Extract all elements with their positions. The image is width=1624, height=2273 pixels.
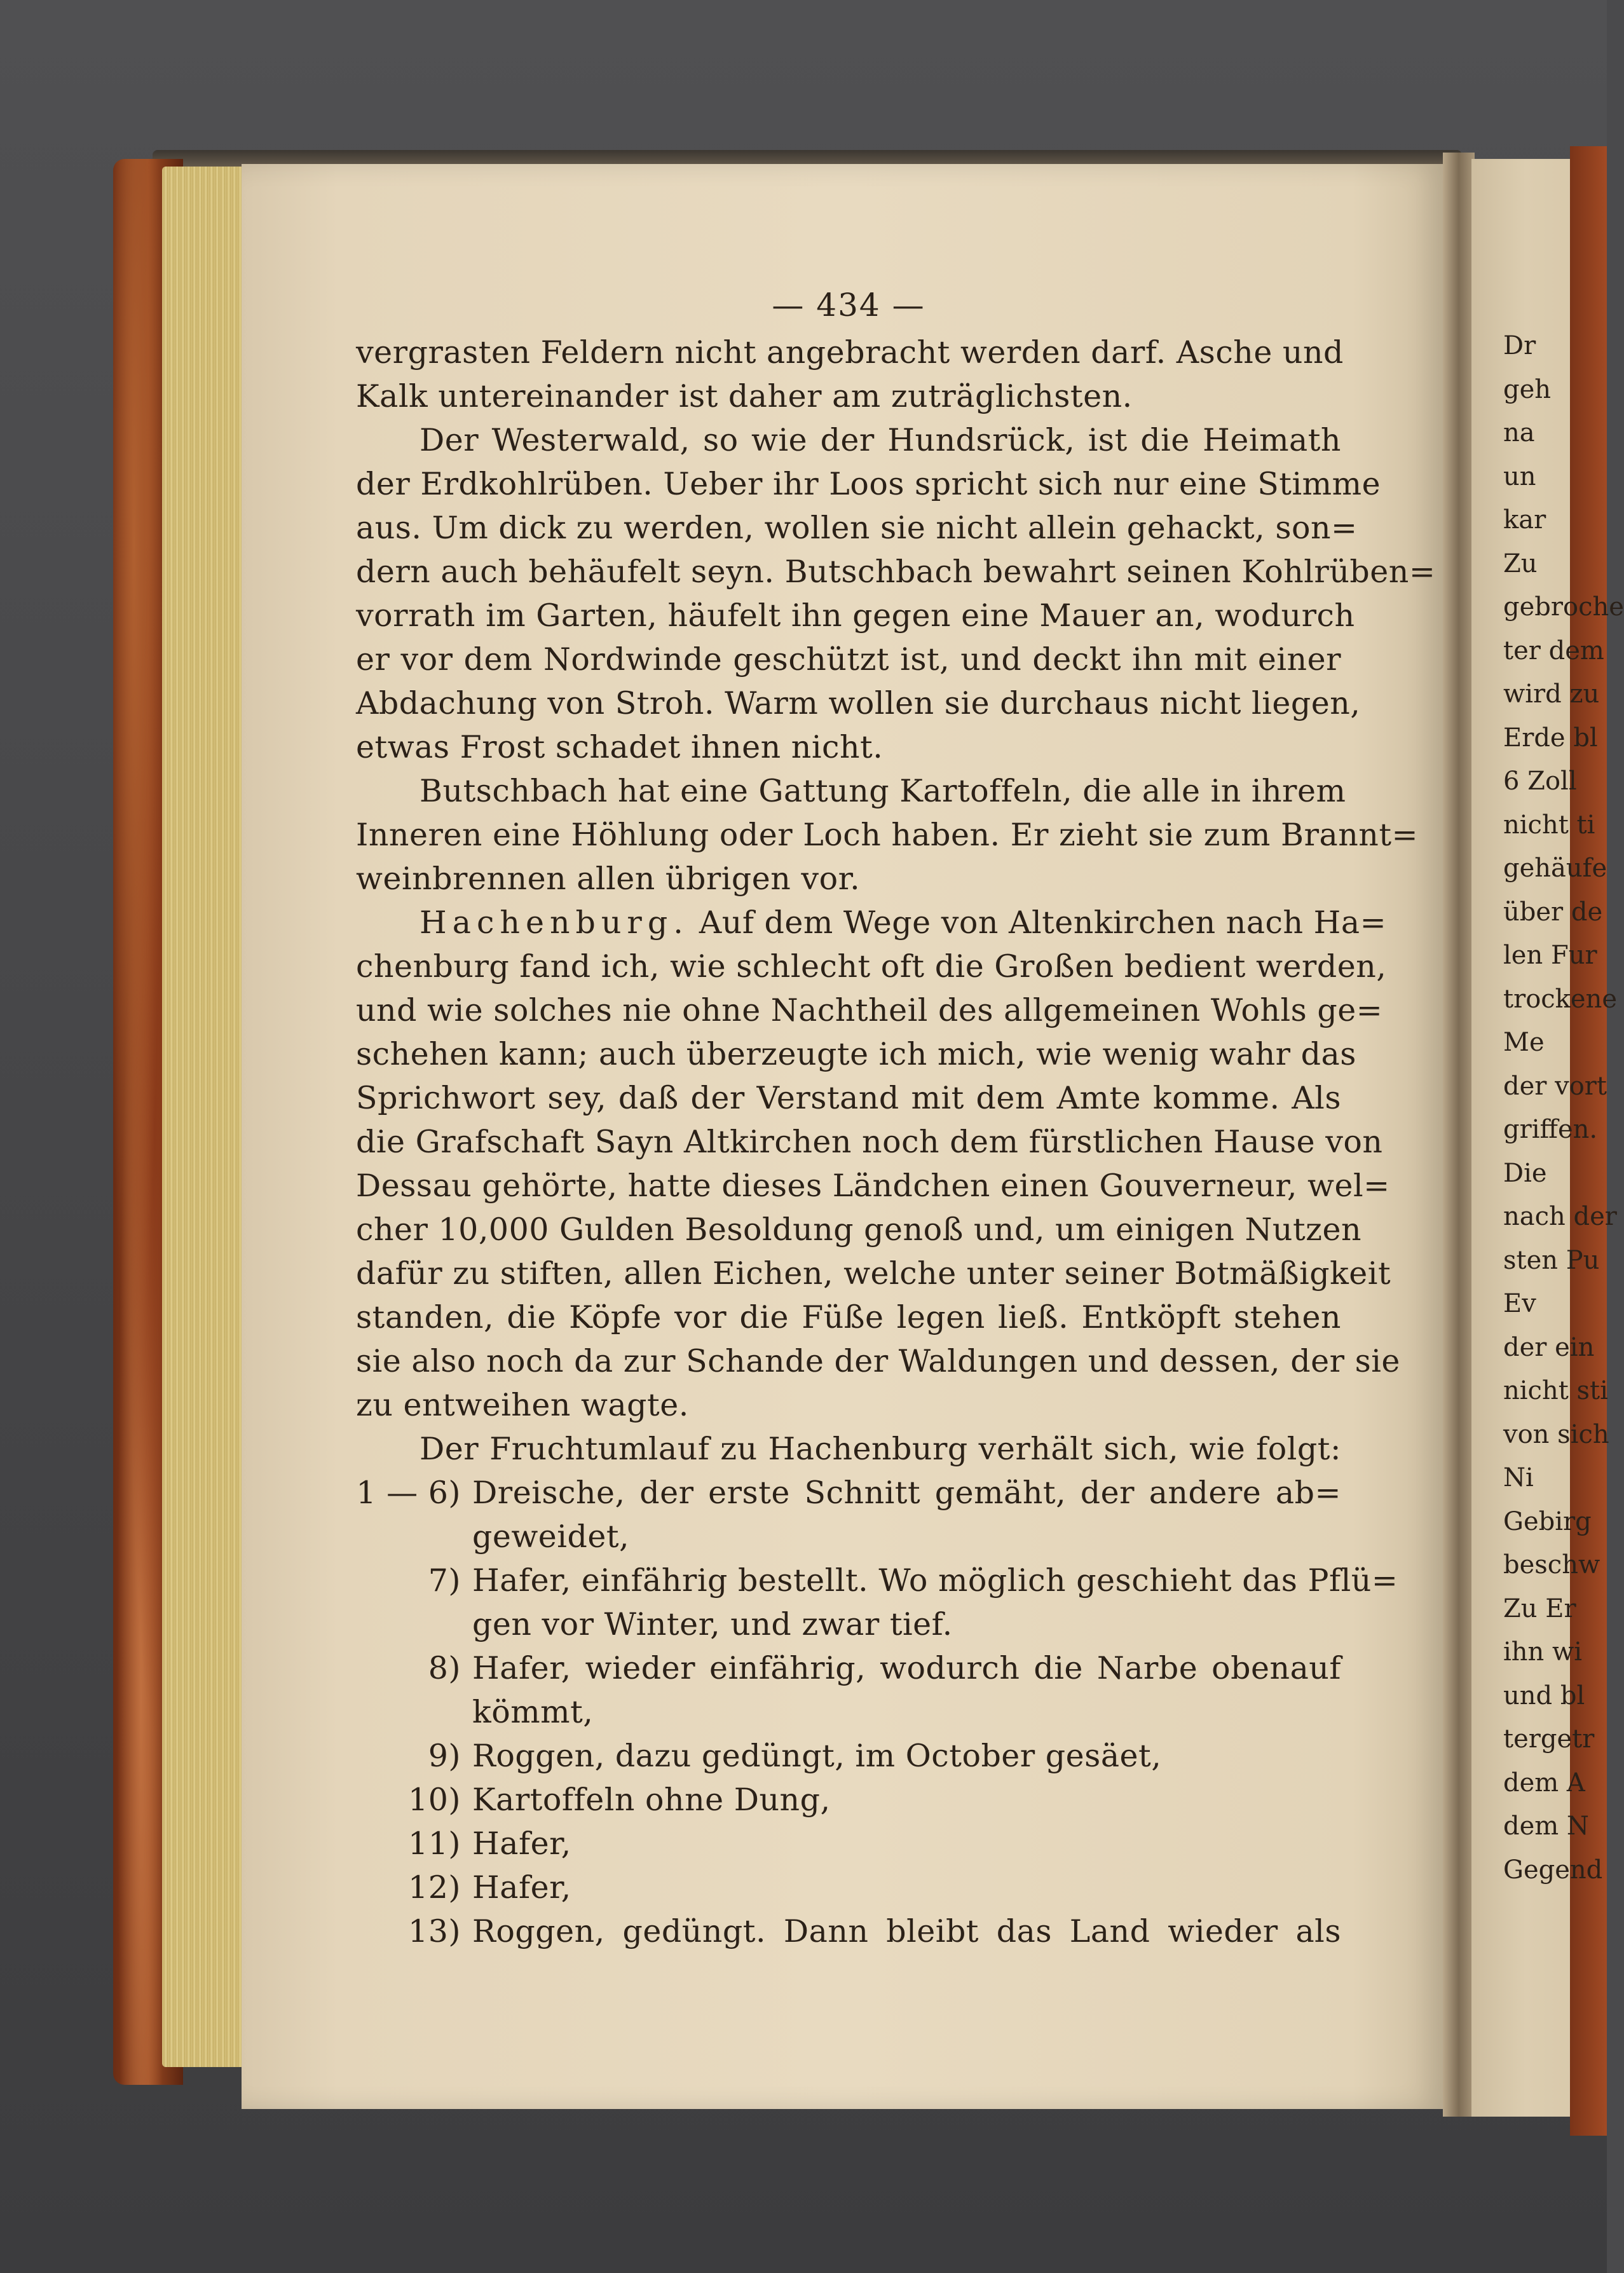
facing-text-fragment: über de: [1503, 897, 1603, 927]
list-item-number: 12): [408, 1869, 461, 1906]
facing-text-fragment: 6 Zoll: [1503, 767, 1577, 796]
facing-text-fragment: Die: [1503, 1158, 1547, 1188]
list-item: [356, 1734, 1341, 1778]
list-item: [356, 1909, 1341, 1953]
place-name: Hachenburg.: [420, 904, 689, 941]
text-line: Butschbach hat eine Gattung Kartoffeln, die alle in ihrem: [420, 773, 1346, 809]
facing-page-text: [1503, 324, 1624, 1892]
facing-text-fragment: Ev: [1503, 1289, 1536, 1318]
facing-text-fragment: der ein: [1503, 1332, 1595, 1362]
text-line: Der Fruchtumlauf zu Hachenburg verhält sich, wie folgt:: [420, 1431, 1341, 1467]
list-item-continuation: gen vor Winter, und zwar tief.: [472, 1606, 953, 1642]
text-line: Abdachung von Stroh. Warm wollen sie durchaus nicht liegen,: [356, 685, 1361, 721]
list-item-continuation: kömmt,: [472, 1694, 594, 1730]
facing-text-fragment: gehäufe: [1503, 854, 1607, 883]
facing-text-fragment: beschw: [1503, 1550, 1600, 1580]
facing-text-fragment: griffen.: [1503, 1115, 1598, 1144]
text-line: dern auch behäufelt seyn. Butschbach bewahrt seinen Kohlrüben=: [356, 554, 1436, 590]
facing-text-fragment: der vort: [1503, 1071, 1607, 1101]
text-line: chenburg fand ich, wie schlecht oft die Großen bedient werden,: [356, 948, 1387, 985]
list-item: [356, 1559, 1398, 1602]
facing-text-fragment: ter dem: [1503, 636, 1604, 666]
page-number: — 434 —: [772, 287, 925, 324]
gilt-page-edges: [162, 167, 245, 2067]
facing-text-fragment: Erde bl: [1503, 723, 1598, 753]
crop-rotation-list: [356, 1471, 1398, 1953]
text-line: schehen kann; auch überzeugte ich mich, wie wenig wahr das: [356, 1036, 1356, 1072]
facing-text-fragment: dem A: [1503, 1768, 1585, 1798]
facing-text-fragment: trockene: [1503, 984, 1618, 1014]
text-line: die Grafschaft Sayn Altkirchen noch dem fürstlichen Hause von: [356, 1124, 1383, 1160]
list-item-text: Hafer, wieder einfährig, wodurch die Narbe obenauf: [472, 1650, 1341, 1686]
list-item-number: 9): [428, 1738, 461, 1774]
body-paragraphs: [356, 331, 1436, 1471]
text-line: zu entweihen wagte.: [356, 1387, 689, 1423]
text-line: und wie solches nie ohne Nachtheil des allgemeinen Wohls ge=: [356, 992, 1383, 1028]
facing-text-fragment: ihn wi: [1503, 1637, 1583, 1667]
facing-text-fragment: nach der: [1503, 1202, 1617, 1231]
text-line: sie also noch da zur Schande der Waldungen und dessen, der sie: [356, 1343, 1400, 1379]
facing-text-fragment: dem N: [1503, 1812, 1589, 1841]
list-item: [356, 1471, 1341, 1515]
text-line: etwas Frost schadet ihnen nicht.: [356, 729, 884, 765]
text-line: Sprichwort sey, daß der Verstand mit dem Amte komme. Als: [356, 1080, 1341, 1116]
list-item-text: Roggen, dazu gedüngt, im October gesäet,: [472, 1738, 1162, 1774]
list-item-number: 1 — 6): [356, 1475, 461, 1511]
text-line: der Erdkohlrüben. Ueber ihr Loos spricht sich nur eine Stimme: [356, 466, 1381, 502]
list-item-number: 7): [428, 1562, 461, 1599]
text-line: dafür zu stiften, allen Eichen, welche unter seiner Botmäßigkeit: [356, 1255, 1391, 1292]
text-line: er vor dem Nordwinde geschützt ist, und deckt ihn mit einer: [356, 641, 1341, 678]
list-item-text: Dreische, der erste Schnitt gemäht, der andere ab=: [472, 1475, 1341, 1511]
facing-text-fragment: Me: [1503, 1028, 1545, 1057]
facing-text-fragment: von sich: [1503, 1419, 1609, 1449]
list-item: [356, 1822, 1341, 1866]
text-line: Hachenburg. Auf dem Wege von Altenkirchen nach Ha=: [420, 904, 1387, 941]
text-line: Dessau gehörte, hatte dieses Ländchen einen Gouverneur, wel=: [356, 1168, 1390, 1204]
text-line: Der Westerwald, so wie der Hundsrück, ist die Heimath: [420, 422, 1341, 458]
text-line: cher 10,000 Gulden Besoldung genoß und, um einigen Nutzen: [356, 1212, 1362, 1248]
page-text-block: [356, 280, 1436, 1953]
book-gutter: [1443, 153, 1475, 2117]
facing-text-fragment: sten Pu: [1503, 1245, 1600, 1275]
facing-text-fragment: na: [1503, 418, 1535, 447]
facing-text-fragment: geh: [1503, 374, 1552, 404]
facing-text-fragment: Ni: [1503, 1463, 1534, 1492]
text-line: standen, die Köpfe vor die Füße legen ließ. Entköpft stehen: [356, 1299, 1341, 1335]
list-item: [356, 1778, 1341, 1822]
text-line: aus. Um dick zu werden, wollen sie nicht allein gehackt, son=: [356, 510, 1358, 546]
facing-text-fragment: gebroche: [1503, 592, 1624, 622]
facing-text-fragment: tergetr: [1503, 1724, 1595, 1754]
list-item-continuation: geweidet,: [472, 1519, 630, 1555]
list-item-text: Hafer,: [472, 1869, 571, 1906]
facing-text-fragment: Zu: [1503, 549, 1538, 578]
facing-text-fragment: len Fur: [1503, 941, 1597, 970]
facing-text-fragment: und bl: [1503, 1681, 1585, 1710]
text-line: Inneren eine Höhlung oder Loch haben. Er zieht sie zum Brannt=: [356, 817, 1419, 853]
facing-text-fragment: Gegend: [1503, 1855, 1603, 1885]
text-line: Kalk untereinander ist daher am zuträglichsten.: [356, 378, 1133, 414]
facing-text-fragment: nicht ti: [1503, 810, 1595, 840]
list-item: [356, 1646, 1341, 1690]
facing-text-fragment: un: [1503, 461, 1536, 491]
list-item-number: 11): [408, 1826, 461, 1862]
facing-text-fragment: kar: [1503, 505, 1546, 535]
list-item-number: 13): [408, 1913, 461, 1949]
text-line: vorrath im Garten, häufelt ihn gegen eine Mauer an, wodurch: [356, 597, 1355, 634]
list-item-text: Roggen, gedüngt. Dann bleibt das Land wieder als: [472, 1913, 1341, 1949]
facing-text-fragment: nicht sti: [1503, 1376, 1608, 1405]
list-item-number: 10): [408, 1782, 461, 1818]
facing-text-fragment: Dr: [1503, 331, 1536, 360]
list-item-text: Hafer, einfährig bestellt. Wo möglich geschieht das Pflü=: [472, 1562, 1398, 1599]
list-item-text: Kartoffeln ohne Dung,: [472, 1782, 831, 1818]
text-line: vergrasten Feldern nicht angebracht werden darf. Asche und: [356, 334, 1344, 371]
list-item: [356, 1866, 1341, 1909]
text-line: weinbrennen allen übrigen vor.: [356, 861, 861, 897]
facing-text-fragment: Gebirg: [1503, 1506, 1592, 1536]
list-item-number: 8): [428, 1650, 461, 1686]
list-item-text: Hafer,: [472, 1826, 571, 1862]
facing-text-fragment: wird zu: [1503, 679, 1600, 709]
facing-text-fragment: Zu Er: [1503, 1594, 1576, 1623]
